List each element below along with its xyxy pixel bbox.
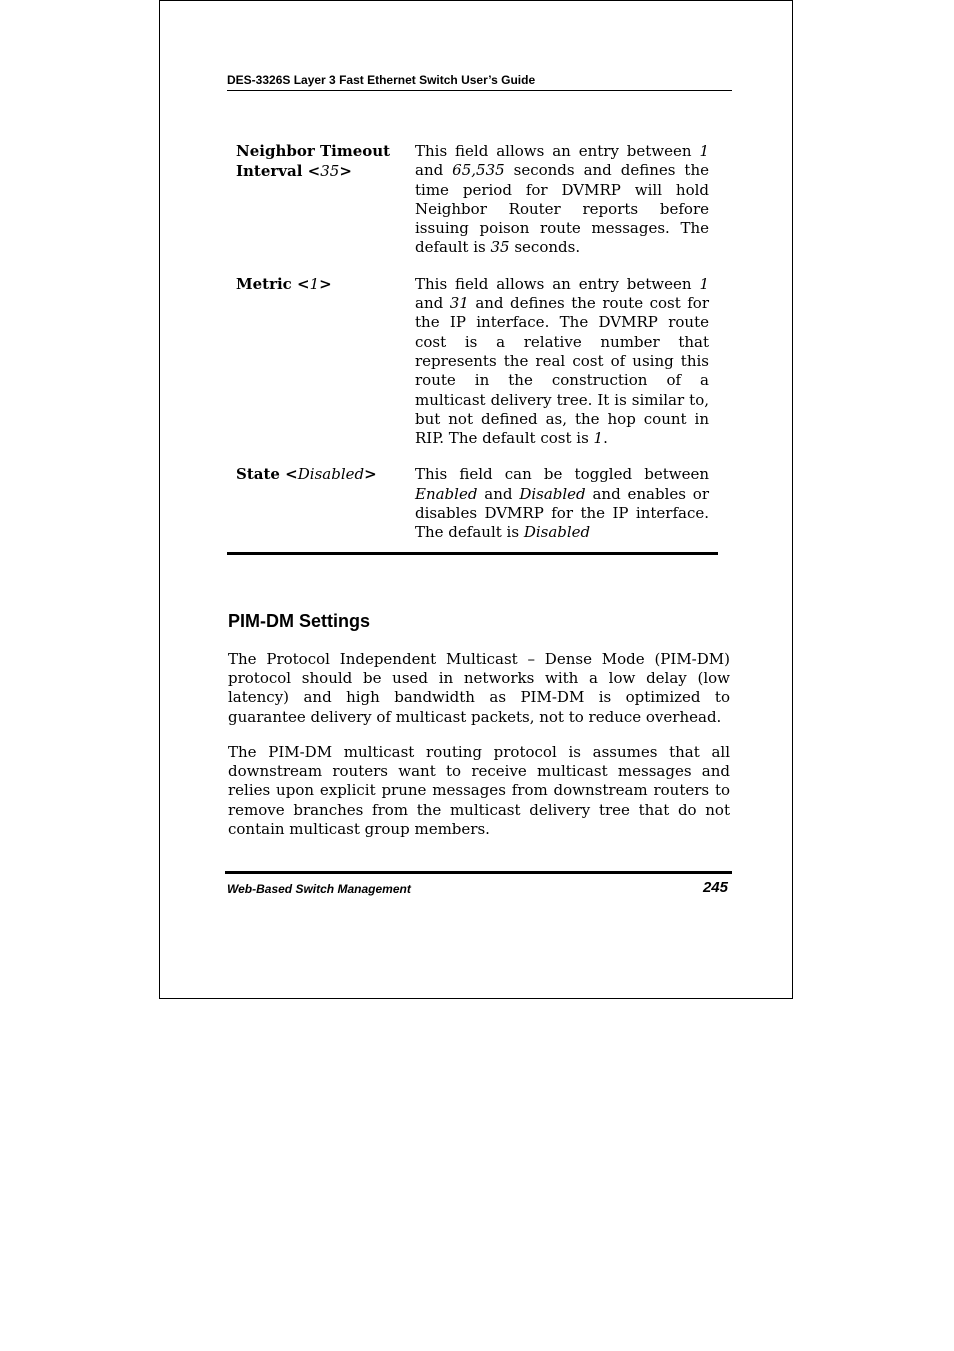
param-row-neighbor-timeout <box>227 142 718 258</box>
desc-text: 1 <box>699 274 709 293</box>
param-default: 35 <box>320 161 340 180</box>
desc-text: This field allows an entry between <box>415 142 700 160</box>
param-default: 1 <box>309 274 320 293</box>
parameter-table <box>227 142 718 555</box>
param-name: Metric <1> <box>236 274 332 293</box>
desc-text: Disabled <box>519 484 586 503</box>
param-name-line1: Neighbor Timeout <box>236 142 391 160</box>
running-header: DES-3326S Layer 3 Fast Ethernet Switch User’s Guide <box>227 73 732 91</box>
desc-text: 35 <box>490 238 510 257</box>
desc-text: 1 <box>699 142 709 160</box>
desc-text: 65,535 <box>452 161 505 180</box>
desc-text: This field can be toggled between <box>415 465 709 484</box>
desc-text: and enables or disables DVMRP for the IP interface. The default is <box>415 484 709 542</box>
desc-text: seconds. <box>509 238 581 257</box>
param-default: Disabled <box>297 465 365 484</box>
param-description <box>415 142 709 258</box>
param-row-state <box>227 465 718 542</box>
param-description <box>415 275 709 449</box>
body-paragraph: The PIM-DM multicast routing protocol is assumes that all downstream routers want to receive multicast messages and relies upon explicit prune messages from downstream routers to remove branches from the multicast delivery tree that do not contain multicast group members. <box>228 743 730 838</box>
desc-text: . <box>603 429 608 448</box>
desc-text: and <box>477 484 520 503</box>
param-row-metric <box>227 275 718 449</box>
param-name: Neighbor Timeout Interval <35> <box>227 142 406 258</box>
desc-text: and <box>415 294 450 313</box>
desc-text: and <box>415 161 453 180</box>
page-number: 245 <box>702 879 728 896</box>
desc-text: This field allows an entry between <box>415 274 700 293</box>
desc-text: and defines the route cost for the IP interface. The DVMRP route cost is a relative number that represents the real cost of using this route in the construction of a multicast delivery tree. It is similar to, but not defined as, the hop count in RIP. The default cost is <box>415 294 709 448</box>
param-name: State <Disabled> <box>236 465 377 484</box>
desc-text: Disabled <box>523 523 591 542</box>
desc-text: 31 <box>449 294 469 313</box>
section-title: PIM-DM Settings <box>228 611 370 631</box>
desc-text: seconds and defines the time period for DVMRP will hold Neighbor Router reports before issuing poison route messages. The default is <box>415 161 709 257</box>
param-description <box>415 465 709 542</box>
body-paragraph: The Protocol Independent Multicast – Dense Mode (PIM-DM) protocol should be used in networks with a low delay (low latency) and high bandwidth as PIM-DM is optimized to guarantee delivery of multicast packets, not to reduce overhead. <box>228 650 730 726</box>
desc-text: Enabled <box>415 484 478 503</box>
running-footer <box>225 871 732 902</box>
desc-text: 1 <box>593 429 604 448</box>
footer-title: Web-Based Switch Management <box>227 882 411 896</box>
